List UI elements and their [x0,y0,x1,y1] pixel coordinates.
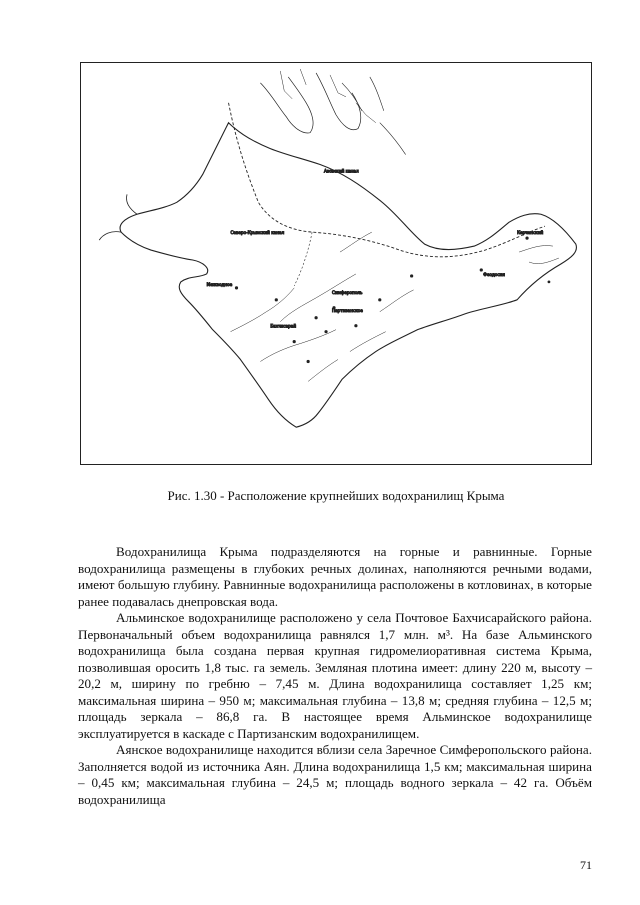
map-label: Партизанское [332,307,363,313]
body-text [78,544,592,808]
map-label: Феодосия [483,271,505,277]
map-label: Керченский [517,230,544,236]
paragraph: Аянское водохранилище находится вблизи села Заречное Симферопольского района. Заполняется водой из источника Аян. Длина водохранилища 1,5 км; максимальная ширина – 0,45 км; максимальная глубина – 24,5 м; площадь водного зеркала – 42 га. Объём водохранилища [78,742,592,807]
paragraph: Водохранилища Крыма подразделяются на горные и равнинные. Горные водохранилища размещены в глубоких речных долинах, наполняются речными водами, имеют большую глубину. Равнинные водохранилища расположены в котловинах, в которые ранее подавалась днепровская вода. [78,544,592,609]
map-label: Бахчисарай [270,323,297,329]
crimea-map [81,63,591,464]
reservoir-markers [235,237,550,364]
map-label: Симферополь [332,289,363,295]
paragraph: Альминское водохранилище расположено у села Почтовое Бахчисарайского района. Первоначальный объем водохранилища равнялся 1,7 млн. м³. На базе Альминского водохранилища была создана первая крупная гидромелиоративная система Крыма, позволившая оросить 1,8 тыс. га земель. Земляная плотина имеет: длину 220 м, высоту – 20,2 м, ширину по гребню – 7,45 м. Длина водохранилища составляет 1,25 км; максимальная ширина – 950 м; максимальная глубина – 13,8 м; средняя глубина – 12,5 м; площадь зеркала – 86,8 га. В настоящее время Альминское водохранилище эксплуатируется в каскаде с Партизанским водохранилищем. [78,610,592,741]
page-number: 71 [580,858,592,872]
map-label: Межводное [206,281,233,287]
figure-caption: Рис. 1.30 - Расположение крупнейших водохранилищ Крыма [167,488,505,503]
map-figure [80,62,592,465]
map-label: Северо-Крымский канал [230,230,285,236]
map-label: Азовский канал [324,168,359,174]
